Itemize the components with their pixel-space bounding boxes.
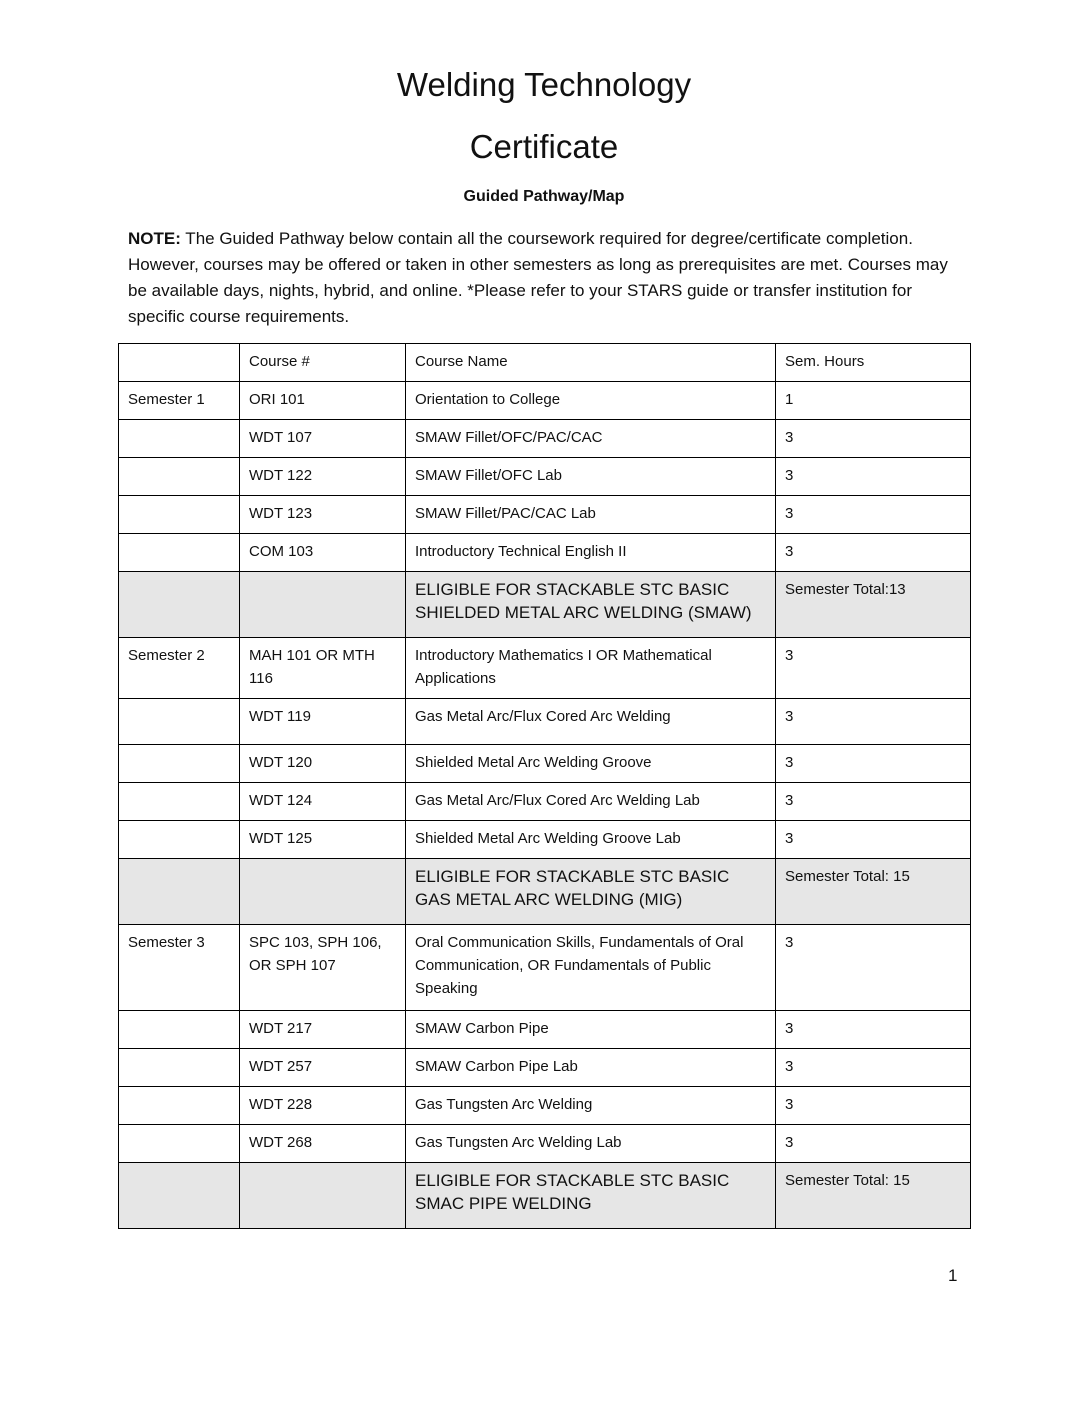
course-name-cell: Introductory Mathematics I OR Mathematical Applications	[406, 638, 776, 699]
table-row	[119, 1011, 971, 1049]
course-name-cell: Introductory Technical English II	[406, 534, 776, 572]
header-cell-sem-hours: Sem. Hours	[776, 344, 971, 382]
note-paragraph	[128, 226, 968, 330]
sem-hours-cell: 3	[776, 745, 971, 783]
header-cell-course-number: Course #	[240, 344, 406, 382]
semester-cell	[119, 420, 240, 458]
course-name-cell: SMAW Fillet/OFC/PAC/CAC	[406, 420, 776, 458]
semester-cell	[119, 496, 240, 534]
course-number-cell: WDT 124	[240, 783, 406, 821]
course-number-cell: WDT 123	[240, 496, 406, 534]
course-number-cell: WDT 217	[240, 1011, 406, 1049]
table-row	[119, 1087, 971, 1125]
sem-hours-cell: 3	[776, 1125, 971, 1163]
course-name-cell: Orientation to College	[406, 382, 776, 420]
course-name-cell: SMAW Fillet/PAC/CAC Lab	[406, 496, 776, 534]
sem-hours-cell: 3	[776, 458, 971, 496]
sem-hours-cell: 3	[776, 699, 971, 745]
course-name-cell: SMAW Carbon Pipe Lab	[406, 1049, 776, 1087]
semester-total-cell: Semester Total: 15	[776, 1163, 971, 1229]
page-number: 1	[948, 1266, 958, 1285]
header-cell-course-name: Course Name	[406, 344, 776, 382]
sem-hours-cell: 3	[776, 1049, 971, 1087]
table-row	[119, 699, 971, 745]
course-name-cell: SMAW Carbon Pipe	[406, 1011, 776, 1049]
course-number-cell: WDT 119	[240, 699, 406, 745]
course-name-cell: Gas Tungsten Arc Welding	[406, 1087, 776, 1125]
semester-cell: Semester 1	[119, 382, 240, 420]
course-number-cell: WDT 268	[240, 1125, 406, 1163]
course-name-cell: Gas Metal Arc/Flux Cored Arc Welding	[406, 699, 776, 745]
table-row	[119, 496, 971, 534]
table-row	[119, 1125, 971, 1163]
table-row	[119, 382, 971, 420]
semester-total-cell: Semester Total:13	[776, 572, 971, 638]
semester-cell	[119, 859, 240, 925]
stackable-certificate-cell: ELIGIBLE FOR STACKABLE STC BASIC GAS METAL ARC WELDING (MIG)	[406, 859, 776, 925]
course-number-cell: WDT 228	[240, 1087, 406, 1125]
course-number-cell: ORI 101	[240, 382, 406, 420]
table-row	[119, 534, 971, 572]
pathway-table	[118, 343, 971, 1229]
table-header-row	[119, 344, 971, 382]
semester-cell	[119, 745, 240, 783]
stackable-certificate-cell: ELIGIBLE FOR STACKABLE STC BASIC SMAC PIPE WELDING	[406, 1163, 776, 1229]
table-row	[119, 925, 971, 1011]
table-row	[119, 1049, 971, 1087]
course-number-cell: WDT 120	[240, 745, 406, 783]
course-name-cell: Gas Metal Arc/Flux Cored Arc Welding Lab	[406, 783, 776, 821]
table-row	[119, 420, 971, 458]
semester-total-row	[119, 859, 971, 925]
document-subtitle: Guided Pathway/Map	[463, 188, 625, 205]
sem-hours-cell: 3	[776, 496, 971, 534]
sem-hours-cell: 3	[776, 1087, 971, 1125]
sem-hours-cell: 3	[776, 420, 971, 458]
course-name-cell: Oral Communication Skills, Fundamentals of Oral Communication, OR Fundamentals of Public Speaking	[406, 925, 776, 1011]
course-name-cell: Shielded Metal Arc Welding Groove Lab	[406, 821, 776, 859]
sem-hours-cell: 3	[776, 925, 971, 1011]
table-row	[119, 821, 971, 859]
semester-cell	[119, 1049, 240, 1087]
semester-cell	[119, 534, 240, 572]
semester-cell	[119, 699, 240, 745]
table-row	[119, 458, 971, 496]
course-name-cell: SMAW Fillet/OFC Lab	[406, 458, 776, 496]
course-name-cell: Gas Tungsten Arc Welding Lab	[406, 1125, 776, 1163]
course-number-cell: WDT 122	[240, 458, 406, 496]
semester-cell: Semester 2	[119, 638, 240, 699]
table-row	[119, 745, 971, 783]
sem-hours-cell: 3	[776, 783, 971, 821]
document-title-line2: Certificate	[469, 128, 619, 165]
semester-cell	[119, 821, 240, 859]
semester-cell	[119, 1011, 240, 1049]
sem-hours-cell: 3	[776, 638, 971, 699]
sem-hours-cell: 3	[776, 821, 971, 859]
header-cell-semester	[119, 344, 240, 382]
table-row	[119, 783, 971, 821]
semester-total-row	[119, 1163, 971, 1229]
course-number-cell: MAH 101 OR MTH 116	[240, 638, 406, 699]
semester-cell	[119, 783, 240, 821]
semester-cell	[119, 458, 240, 496]
sem-hours-cell: 3	[776, 534, 971, 572]
course-number-cell: WDT 107	[240, 420, 406, 458]
semester-cell	[119, 572, 240, 638]
course-number-cell	[240, 859, 406, 925]
semester-cell	[119, 1087, 240, 1125]
course-number-cell	[240, 1163, 406, 1229]
semester-total-row	[119, 572, 971, 638]
document-title: Welding Technology	[396, 66, 692, 103]
semester-total-cell: Semester Total: 15	[776, 859, 971, 925]
sem-hours-cell: 1	[776, 382, 971, 420]
note-text: The Guided Pathway below contain all the coursework required for degree/certificate completion. However, courses may be offered or taken in other semesters as long as prerequisites are met. Courses may be available days, nights, hybrid, and online. *Please refer to your STARS guide or transfer institution for specific course requirements.	[128, 229, 948, 326]
course-name-cell: Shielded Metal Arc Welding Groove	[406, 745, 776, 783]
course-number-cell	[240, 572, 406, 638]
table-row	[119, 638, 971, 699]
stackable-certificate-cell: ELIGIBLE FOR STACKABLE STC BASIC SHIELDED METAL ARC WELDING (SMAW)	[406, 572, 776, 638]
course-number-cell: COM 103	[240, 534, 406, 572]
course-number-cell: SPC 103, SPH 106, OR SPH 107	[240, 925, 406, 1011]
sem-hours-cell: 3	[776, 1011, 971, 1049]
note-label: NOTE:	[128, 229, 181, 248]
course-number-cell: WDT 257	[240, 1049, 406, 1087]
course-number-cell: WDT 125	[240, 821, 406, 859]
semester-cell	[119, 1163, 240, 1229]
semester-cell: Semester 3	[119, 925, 240, 1011]
semester-cell	[119, 1125, 240, 1163]
